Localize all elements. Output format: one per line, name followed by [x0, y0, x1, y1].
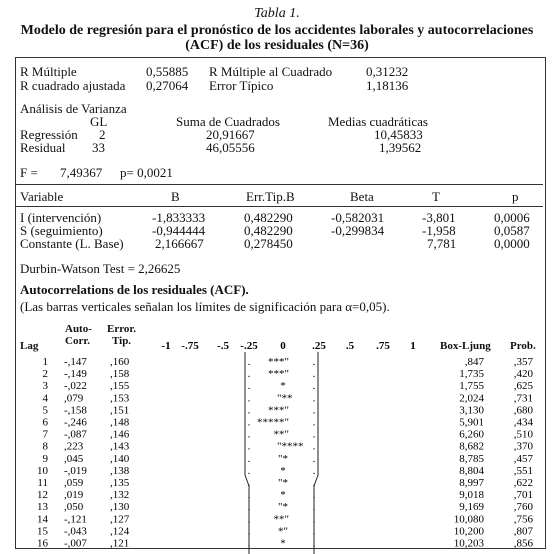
f-p-value: p= 0,0021: [120, 165, 173, 180]
acf-box-ljung: 2,024: [459, 392, 484, 405]
acf-autocorr: -,246: [64, 416, 87, 429]
acf-box-ljung: 9,169: [459, 501, 484, 514]
acf-dot: .: [247, 380, 251, 393]
acf-dot: .: [247, 356, 251, 368]
anova-row-ms: 1,39562: [379, 140, 422, 155]
acf-lag: 14: [37, 513, 48, 526]
acf-box-ljung: 8,785: [459, 452, 484, 465]
acf-header-error2: Tip.: [112, 335, 132, 347]
se-label: Error Típico: [209, 78, 274, 93]
acf-bar: *****": [257, 416, 289, 429]
acf-bar: ***": [268, 356, 289, 368]
acf-dot: .: [247, 368, 251, 381]
acf-lag: 10: [37, 464, 48, 477]
acf-bar: *: [280, 489, 286, 502]
acf-bar: *": [278, 525, 288, 538]
acf-lag: 12: [37, 489, 48, 502]
anova-header-gl: GL: [90, 114, 108, 129]
coef-row-p: 0,0000: [494, 236, 530, 251]
acf-header-prob: Prob.: [510, 340, 536, 352]
acf-stderr: ,160: [110, 356, 130, 368]
acf-lag: 13: [37, 501, 48, 514]
anova-row-gl: 2: [99, 127, 106, 142]
acf-dot: .: [312, 428, 316, 441]
coef-header-variable: Variable: [20, 189, 64, 204]
coef-row-se: 0,278450: [244, 236, 293, 251]
r2-label: R Múltiple al Cuadrado: [209, 64, 333, 79]
acf-autocorr: -,087: [64, 428, 87, 441]
coef-row-b: -1,833333: [152, 210, 206, 225]
acf-scale-tick: -.75: [181, 340, 199, 352]
acf-dot: .: [247, 392, 251, 405]
acf-dot: .: [312, 392, 316, 405]
coef-row-label: S (seguimiento): [20, 223, 103, 238]
acf-scale-tick: 1: [410, 340, 416, 352]
acf-dot: .: [312, 525, 316, 538]
r2-value: 0,31232: [366, 64, 409, 79]
acf-lag: 3: [42, 380, 48, 393]
anova-row-ss: 20,91667: [206, 127, 255, 142]
acf-box-ljung: 10,080: [453, 513, 484, 526]
anova-row-ms: 10,45833: [374, 127, 423, 142]
acf-bar: "*: [278, 452, 288, 465]
r-multiple-label: R Múltiple: [20, 64, 77, 79]
acf-stderr: ,135: [110, 477, 130, 489]
anova-title: Análisis de Varianza: [20, 101, 127, 116]
acf-prob: ,551: [513, 464, 533, 477]
acf-stderr: ,124: [110, 525, 130, 538]
acf-dot: .: [312, 513, 316, 526]
acf-bar: *: [280, 464, 286, 477]
acf-bar: **": [273, 428, 289, 441]
acf-autocorr: ,019: [64, 489, 84, 502]
acf-lag: 8: [42, 440, 48, 453]
anova-row-ss: 46,05556: [206, 140, 255, 155]
acf-bar: ***": [268, 404, 289, 417]
acf-lag: 7: [42, 428, 48, 441]
acf-dot: .: [247, 525, 251, 538]
coef-row-t: 7,781: [427, 236, 457, 251]
coef-row-label: Constante (L. Base): [20, 236, 124, 251]
coef-row-se: 0,482290: [244, 223, 293, 238]
acf-prob: ,760: [513, 501, 533, 514]
coef-row-beta: -0,582031: [331, 210, 385, 225]
acf-bar: "**: [277, 392, 293, 405]
acf-stderr: ,140: [110, 452, 130, 465]
coef-header-t: T: [432, 189, 440, 204]
acf-header-lag: Lag: [20, 340, 39, 352]
acf-autocorr: ,045: [64, 452, 84, 465]
acf-bar: "*: [278, 501, 288, 514]
acf-lag: 4: [42, 392, 48, 405]
r2-adj-label: R cuadrado ajustada: [20, 78, 126, 93]
anova-row-label: Residual: [20, 140, 66, 155]
acf-dot: .: [312, 452, 316, 465]
anova-header-ms: Medias cuadráticas: [328, 114, 428, 129]
acf-lag: 15: [37, 525, 48, 538]
acf-prob: ,807: [513, 525, 533, 538]
acf-title: Autocorrelations de los residuales (ACF).: [20, 282, 249, 297]
acf-autocorr: ,079: [64, 392, 84, 405]
r2-adj-value: 0,27064: [146, 78, 189, 93]
acf-bar: ***": [268, 368, 289, 381]
acf-lag: 2: [42, 368, 48, 381]
coef-header-p: p: [512, 189, 519, 204]
acf-dot: .: [247, 416, 251, 429]
acf-dot: .: [312, 356, 316, 368]
acf-stderr: ,130: [110, 501, 130, 514]
acf-autocorr: -,149: [64, 368, 87, 381]
acf-stderr: ,138: [110, 464, 130, 477]
acf-lag: 6: [42, 416, 48, 429]
acf-bar: "*: [278, 477, 288, 489]
acf-stderr: ,151: [110, 404, 130, 417]
acf-lag: 16: [37, 537, 48, 550]
acf-stderr: ,143: [110, 440, 130, 453]
acf-autocorr: ,050: [64, 501, 84, 514]
acf-stderr: ,158: [110, 368, 130, 381]
acf-box-ljung: 3,130: [459, 404, 484, 417]
acf-prob: ,420: [513, 368, 533, 381]
acf-dot: .: [312, 501, 316, 514]
acf-prob: ,680: [513, 404, 533, 417]
durbin-watson: Durbin-Watson Test = 2,26625: [20, 261, 181, 276]
acf-dot: .: [247, 537, 251, 550]
acf-dot: .: [312, 404, 316, 417]
table-title-line2: (ACF) de los residuales (N=36): [185, 38, 369, 53]
r-multiple-value: 0,55885: [146, 64, 189, 79]
coef-header-se: Err.Tip.B: [246, 189, 295, 204]
acf-stderr: ,121: [110, 537, 130, 550]
coef-row-beta: -0,299834: [331, 223, 385, 238]
acf-lag: 1: [42, 356, 48, 368]
acf-box-ljung: 5,901: [459, 416, 484, 429]
acf-dot: .: [247, 452, 251, 465]
acf-dot: .: [247, 513, 251, 526]
acf-autocorr: ,223: [64, 440, 84, 453]
acf-box-ljung: 8,997: [459, 477, 484, 489]
acf-scale-tick: .25: [312, 340, 326, 352]
acf-lag: 11: [37, 477, 48, 489]
acf-stderr: ,146: [110, 428, 130, 441]
acf-stderr: ,153: [110, 392, 130, 405]
f-label: F =: [20, 165, 38, 180]
acf-stderr: ,148: [110, 416, 130, 429]
anova-row-label: Regressión: [20, 127, 78, 142]
acf-note: (Las barras verticales señalan los límites de significación para α=0,05).: [20, 299, 390, 314]
acf-dot: .: [247, 489, 251, 502]
coef-row-se: 0,482290: [244, 210, 293, 225]
acf-autocorr: -,121: [64, 513, 87, 526]
acf-header-autocorr2: Corr.: [65, 335, 90, 347]
acf-stderr: ,132: [110, 489, 130, 502]
acf-dot: .: [312, 477, 316, 489]
acf-dot: .: [247, 464, 251, 477]
acf-scale-tick: 0: [280, 340, 286, 352]
anova-row-gl: 33: [92, 140, 105, 155]
acf-dot: .: [247, 404, 251, 417]
acf-autocorr: ,059: [64, 477, 84, 489]
acf-prob: ,625: [513, 380, 533, 393]
acf-prob: ,756: [513, 513, 533, 526]
acf-prob: ,370: [513, 440, 533, 453]
acf-header-autocorr: Auto-: [65, 323, 92, 335]
acf-lag: 9: [42, 452, 48, 465]
acf-scale-tick: -.25: [240, 340, 258, 352]
acf-dot: .: [312, 416, 316, 429]
acf-prob: ,856: [513, 537, 533, 550]
acf-dot: .: [247, 428, 251, 441]
acf-box-ljung: ,847: [464, 356, 484, 368]
coef-row-p: 0,0587: [494, 223, 530, 238]
coef-row-t: -1,958: [422, 223, 456, 238]
acf-dot: .: [247, 477, 251, 489]
acf-autocorr: -,147: [64, 356, 87, 368]
acf-scale-tick: -1: [161, 340, 171, 352]
anova-header-ss: Suma de Cuadrados: [176, 114, 280, 129]
acf-box-ljung: 8,682: [459, 440, 484, 453]
acf-stderr: ,127: [110, 513, 130, 526]
coef-row-p: 0,0006: [494, 210, 530, 225]
acf-scale-tick: .75: [376, 340, 390, 352]
acf-box-ljung: 8,804: [459, 464, 484, 477]
acf-dot: .: [312, 537, 316, 550]
acf-box-ljung: 1,735: [459, 368, 484, 381]
f-value: 7,49367: [60, 165, 103, 180]
acf-dot: .: [312, 380, 316, 393]
acf-header-error: Error.: [107, 323, 137, 335]
acf-scale-tick: .5: [345, 340, 355, 352]
acf-bar: "****: [277, 440, 304, 453]
coef-header-b: B: [171, 189, 180, 204]
se-value: 1,18136: [366, 78, 409, 93]
acf-stderr: ,155: [110, 380, 130, 393]
acf-box-ljung: 6,260: [459, 428, 484, 441]
acf-prob: ,434: [513, 416, 533, 429]
table-caption: Tabla 1.: [254, 6, 300, 21]
acf-box-ljung: 1,755: [459, 380, 484, 393]
acf-prob: ,731: [513, 392, 533, 405]
acf-bar: *: [280, 537, 286, 550]
acf-scale-tick: -.5: [217, 340, 229, 352]
acf-dot: .: [312, 368, 316, 381]
acf-prob: ,510: [513, 428, 533, 441]
acf-box-ljung: 10,200: [453, 525, 484, 538]
acf-dot: .: [312, 489, 316, 502]
acf-dot: .: [312, 464, 316, 477]
acf-bar: **": [273, 513, 289, 526]
acf-bar: *: [280, 380, 286, 393]
table-title-line1: Modelo de regresión para el pronóstico de los accidentes laborales y autocorrelaciones: [20, 23, 534, 38]
coef-row-b: -0,944444: [152, 223, 206, 238]
acf-autocorr: -,019: [64, 464, 87, 477]
acf-box-ljung: 9,018: [459, 489, 484, 502]
coef-header-beta: Beta: [350, 189, 374, 204]
acf-autocorr: -,043: [64, 525, 87, 538]
acf-autocorr: -,007: [64, 537, 87, 550]
coef-row-label: I (intervención): [20, 210, 102, 225]
acf-dot: .: [247, 501, 251, 514]
acf-prob: ,622: [513, 477, 533, 489]
acf-dot: .: [312, 440, 316, 453]
acf-box-ljung: 10,203: [453, 537, 484, 550]
acf-autocorr: -,158: [64, 404, 87, 417]
acf-lag: 5: [42, 404, 48, 417]
acf-autocorr: -,022: [64, 380, 87, 393]
acf-header-boxljung: Box-Ljung: [440, 340, 491, 352]
acf-prob: ,701: [513, 489, 533, 502]
coef-row-t: -3,801: [422, 210, 456, 225]
coef-row-b: 2,166667: [155, 236, 204, 251]
acf-prob: ,357: [513, 356, 533, 368]
acf-dot: .: [247, 440, 251, 453]
acf-prob: ,457: [513, 452, 533, 465]
